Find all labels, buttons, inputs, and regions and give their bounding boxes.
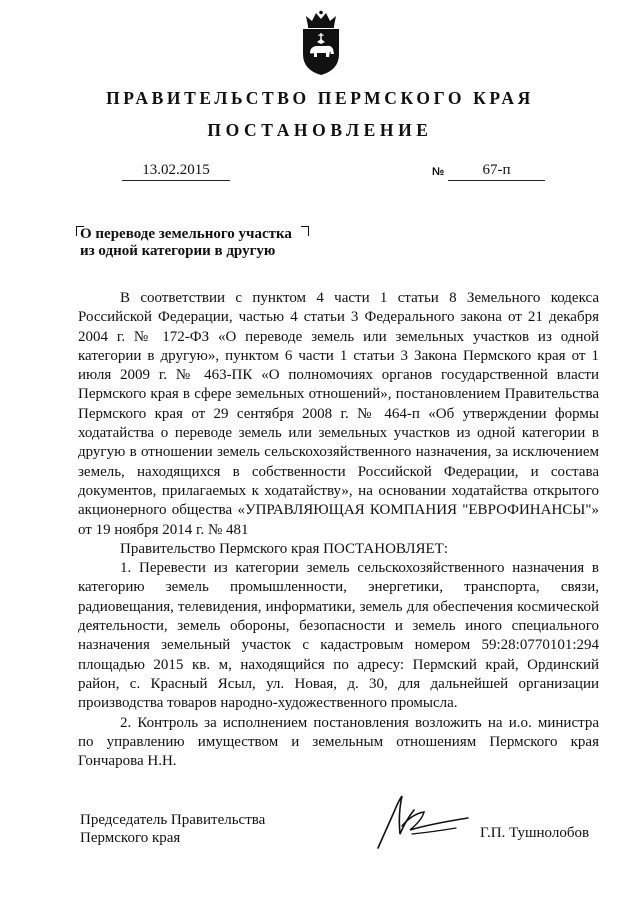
document-subject [80, 226, 292, 260]
signatory-name: Г.П. Тушнолобов [480, 825, 590, 841]
organization-title: ПРАВИТЕЛЬСТВО ПЕРМСКОГО КРАЯ [106, 88, 534, 108]
document-type-title: ПОСТАНОВЛЕНИЕ [207, 120, 433, 140]
number-sign: № [432, 166, 445, 178]
document-date: 13.02.2015 [122, 160, 230, 181]
handwritten-signature [372, 790, 476, 852]
subject-line-2: из одной категории в другую [80, 243, 276, 259]
document-body [78, 289, 599, 771]
document-number: 67-п [448, 160, 545, 181]
item-1-paragraph: 1. Перевести из категории земель сельскохозяйственного назначения в категорию земель промышленности, энергетики, транспорта, связи, радиовещания, телевидения, информатики, земель для обеспечения космической деятельности, земель обороны, безопасности и земель иного специального назначения земельный участок с кадастровым номером 59:28:0770101:294 площадью 2015 кв. м, находящийся по адресу: Пермский край, Ординский район, с. Красный Ясыл, ул. Новая, д. 30, для дальнейшей организации производства товаров народно-художественного промысла. [78, 560, 599, 712]
subject-line-1: О переводе земельного участка [80, 226, 292, 242]
position-line-1: Председатель Правительства [80, 812, 266, 828]
signatory-position [80, 812, 265, 847]
resolves-paragraph: Правительство Пермского края ПОСТАНОВЛЯЕТ: [120, 540, 449, 557]
subject-bracket-right [301, 226, 309, 236]
preamble-paragraph: В соответствии с пунктом 4 части 1 статьи 8 Земельного кодекса Российской Федерации, частью 4 статьи 3 Федерального закона от 21 декабря 2004 г. № 172-ФЗ «О переводе земель или земельных участков из одной категории в другую», пунктом 6 части 1 статьи 3 Закона Пермского края от 1 июля 2009 г. № 463-ПК «О полномочиях органов государственной власти Пермского края в сфере земельных отношений», постановлением Правительства Пермского края от 29 сентября 2008 г. № 464-п «Об утверждении формы ходатайства о переводе земель или земельных участков из одной категории в другую в отношении земель сельскохозяйственного назначения, за исключением земель, находящихся в собственности Российской Федерации, и состава документов, прилагаемых к ходатайству», на основании ходатайства открытого акционерного общества «УПРАВЛЯЮЩАЯ КОМПАНИЯ "ЕВРОФИНАНСЫ"» от 19 ноября 2014 г. № 481 [78, 290, 599, 538]
item-2-paragraph: 2. Контроль за исполнением постановления возложить на и.о. министра по управлению имуществом и земельным отношениям Пермского края Гончарова Н.Н. [78, 714, 599, 770]
position-line-2: Пермского края [80, 829, 181, 846]
coat-of-arms-icon [298, 10, 344, 76]
